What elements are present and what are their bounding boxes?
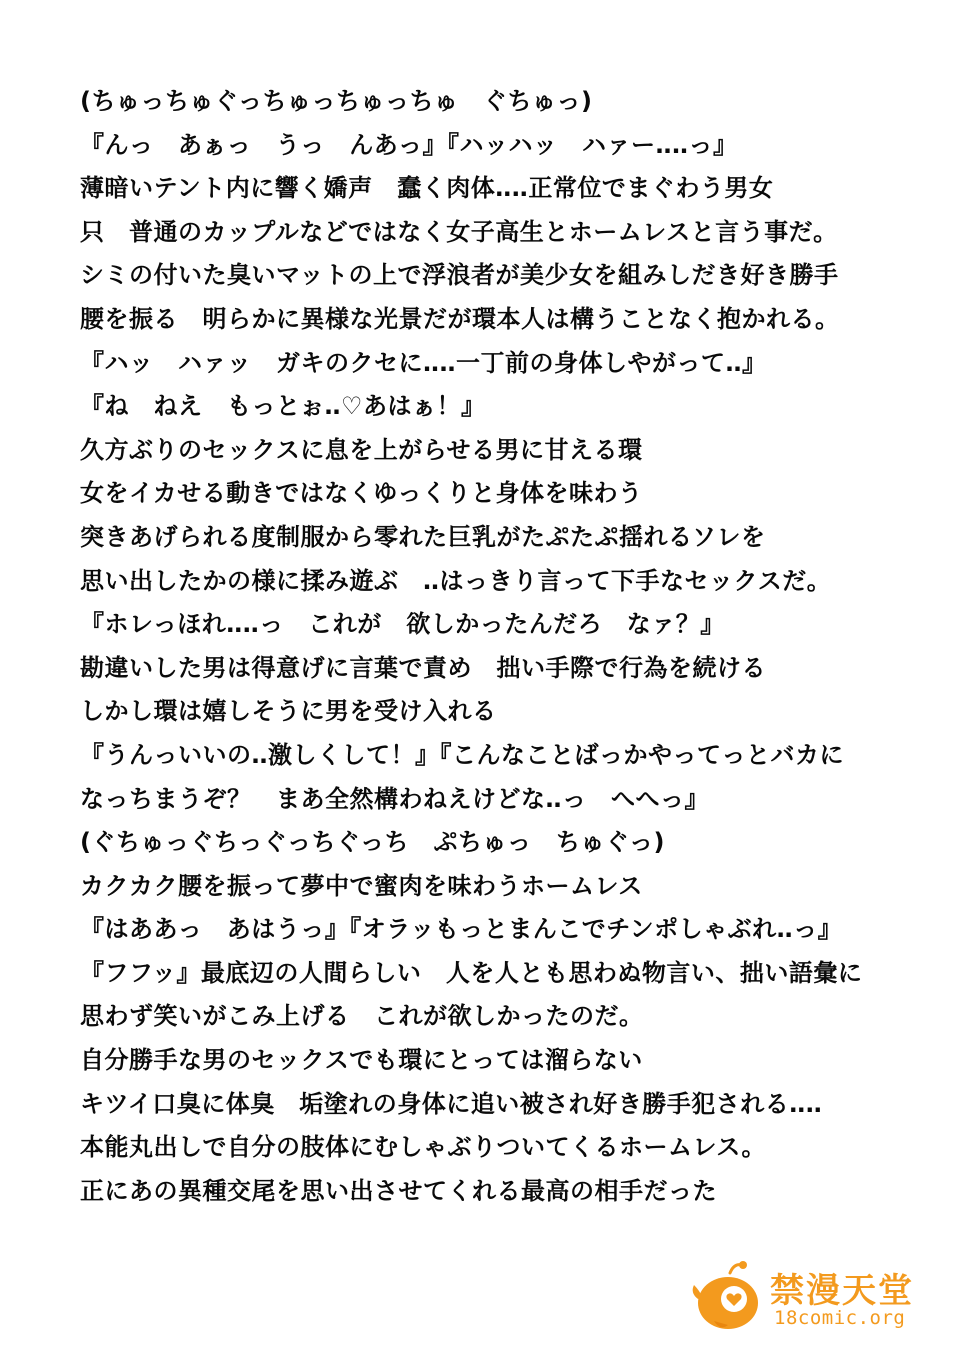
text-line: 思わず笑いがこみ上げる これが欲しかったのだ。 — [80, 1002, 644, 1031]
text-line: 腰を振る 明らかに異様な光景だが環本人は構うことなく抱かれる。 — [80, 304, 840, 333]
text-line: しかし環は嬉しそうに男を受け入れる — [80, 697, 497, 726]
text-line: カクカク腰を振って夢中で蜜肉を味わうホームレス — [80, 871, 643, 900]
text-line: 只 普通のカップルなどではなく女子高生とホームレスと言う事だ。 — [80, 217, 838, 246]
text-line: 突きあげられる度制服から零れた巨乳がたぷたぷ揺れるソレを — [80, 522, 766, 551]
text-line: なっちまうぞ？ まあ全然構わねえけどな‥っ へへっ』 — [80, 784, 710, 813]
text-line: 思い出したかの様に揉み遊ぶ ‥はっきり言って下手なセックスだ。 — [80, 566, 832, 595]
text-line: 本能丸出しで自分の肢体にむしゃぶりついてくるホームレス。 — [80, 1133, 766, 1162]
text-line: 自分勝手な男のセックスでも環にとっては溜らない — [80, 1046, 643, 1075]
watermark-title: 禁漫天堂 — [770, 1271, 914, 1311]
text-line: キツイ口臭に体臭 垢塗れの身体に追い被され好き勝手犯される‥‥ — [80, 1089, 823, 1118]
text-block — [80, 80, 940, 1213]
text-line: 女をイカせる動きではなくゆっくりと身体を味わう — [80, 479, 643, 508]
text-line: 正にあの異種交尾を思い出させてくれる最高の相手だった — [80, 1176, 717, 1205]
text-line: (ちゅっちゅぐっちゅっちゅっちゅ ぐちゅっ) — [80, 87, 593, 115]
text-line: 『フフッ』最底辺の人間らしい 人を人とも思わぬ物言い、拙い語彙に — [80, 958, 863, 987]
text-line: 『ホレっほれ‥‥っ これが 欲しかったんだろ なァ？』 — [80, 610, 725, 639]
text-line: 薄暗いテント内に響く嬌声 蠢く肉体‥‥正常位でまぐわう男女 — [80, 174, 774, 203]
text-line: 『ハッ ハァッ ガキのクセに‥‥一丁前の身体しやがって‥』 — [80, 348, 767, 377]
text-line: 『んっ あぁっ うっ んあっ』『ハッハッ ハァー‥‥っ』 — [80, 130, 738, 159]
text-line: 勘違いした男は得意げに言葉で責め 拙い手際で行為を続ける — [80, 653, 766, 682]
text-line: 『はああっ あはうっ』『オラッもっとまんこでチンポしゃぶれ‥っ』 — [80, 915, 843, 944]
watermark-url: 18comic.org — [774, 1307, 906, 1329]
text-line: 『ね ねえ もっとぉ‥♡あはぁ！』 — [80, 392, 486, 421]
watermark — [690, 1253, 920, 1335]
text-line: 久方ぶりのセックスに息を上がらせる男に甘える環 — [80, 435, 643, 464]
text-line: シミの付いた臭いマットの上で浮浪者が美少女を組みしだき好き勝手 — [80, 261, 839, 290]
text-line: 『うんっいいの‥激しくして！』『こんなことばっかやってっとバカに — [80, 740, 845, 769]
mascot-logo-icon — [690, 1259, 764, 1333]
text-line: (ぐちゅっぐちっぐっちぐっち ぷちゅっ ちゅぐっ) — [80, 828, 665, 857]
